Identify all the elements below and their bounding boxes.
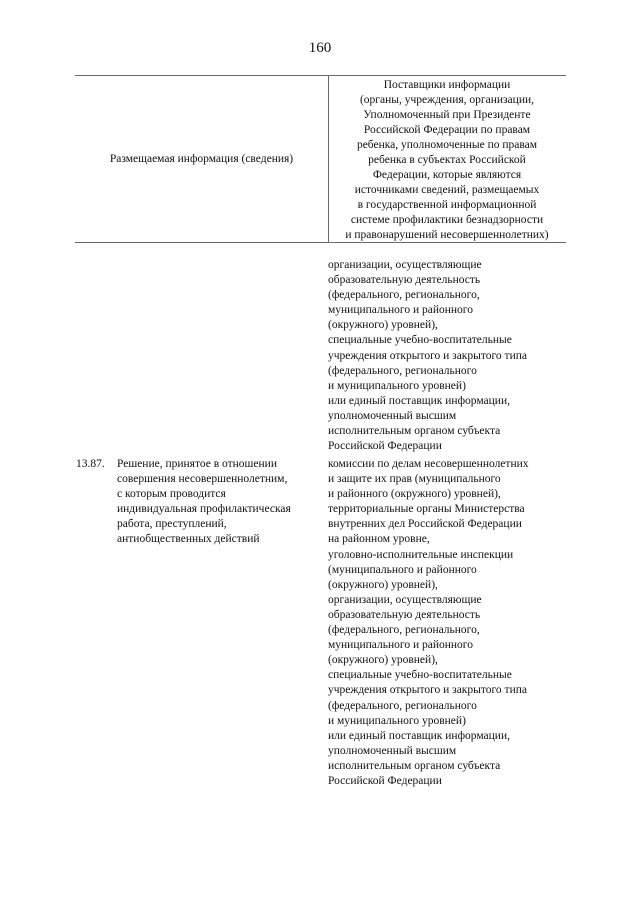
- row-providers-cell: комиссии по делам несовершеннолетних и защите их прав (муниципального и районного (окружного) уровней), территориальные органы Министерства внутренних дел Российской Федерации на районном уровне, уголовно-исполнительные инспекции (муниципального и районного (окружного) уровней), организации, осуществляющие образовательную деятельность (федерального, регионального, муниципального и районного (окружного) уровней), специальные учебно-воспитательные учреждения открытого и закрытого типа (федерального, регионального и муниципального уровней) или единый поставщик информации, уполномоченный высшим исполнительным органом субъекта Российской Федерации: [328, 458, 529, 787]
- continued-providers-cell: организации, осуществляющие образовательную деятельность (федерального, регионального, муниципального и районного (окружного) уровней), специальные учебно-воспитательные учреждения открытого и закрытого типа (федерального, регионального и муниципального уровней) или единый поставщик информации, уполномоченный высшим исполнительным органом субъекта Российской Федерации: [328, 259, 527, 453]
- header-info-column: [75, 76, 328, 241]
- header-info-label: Размещаемая информация (сведения): [109, 152, 294, 165]
- page-number: 160: [308, 40, 332, 56]
- row-info-cell: Решение, принятое в отношении совершения несовершеннолетним, с которым проводится индивидуальная профилактическая работа, преступлений, антиобщественных действий: [117, 458, 291, 546]
- header-providers-column: Поставщики информации (органы, учреждения, организации, Уполномоченный при Президенте Российской Федерации по правам ребенка, уполномоченные по правам ребенка в субъектах Российской Федерации, которые являются источниками сведений, размещаемых в государственной информационной системе профилактики безнадзорности и правонарушений несовершеннолетних): [345, 79, 549, 241]
- row-number: 13.87.: [76, 458, 105, 470]
